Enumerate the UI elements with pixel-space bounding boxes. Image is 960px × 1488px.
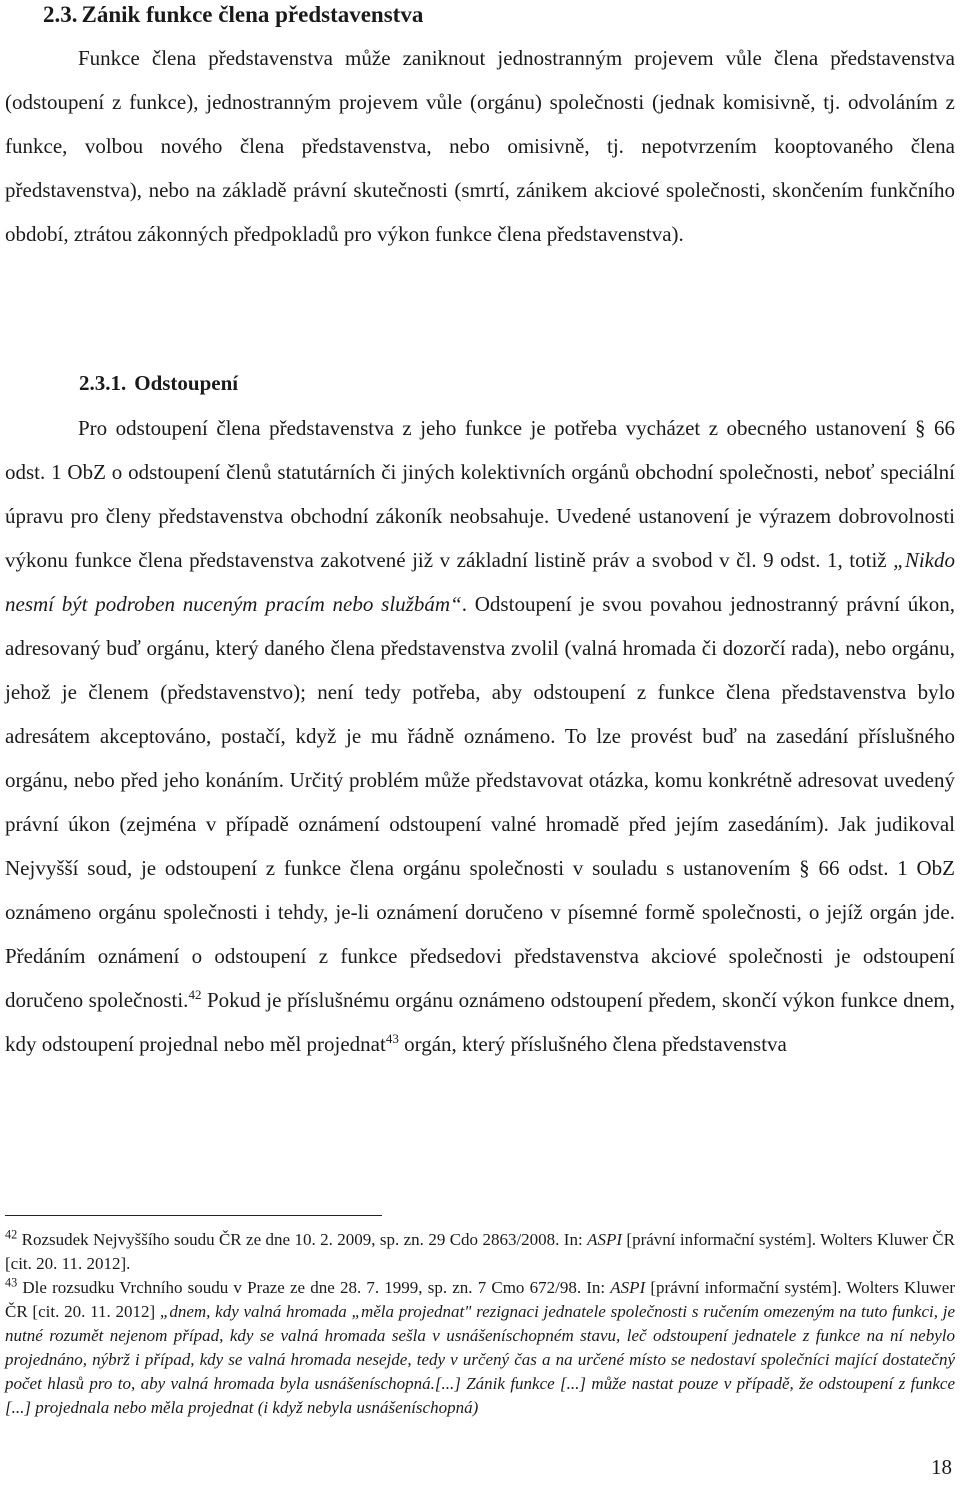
subsection-number: 2.3.1. bbox=[79, 371, 127, 395]
constitution-quote: „Nikdo nesmí být podroben nuceným pracím nebo službám“ bbox=[5, 548, 955, 616]
footnote-42 bbox=[5, 1228, 955, 1276]
footnote-text: [právní informační systém]. Wolters Kluwer ČR [cit. 20. 11. 2012] bbox=[5, 1278, 955, 1321]
resignation-text-3: Pokud je příslušnému orgánu oznámeno odstoupení předem, skončí výkon funkce dnem, kdy odstoupení projednal nebo měl projednat bbox=[5, 988, 956, 1056]
intro-paragraph bbox=[5, 36, 955, 256]
footnote-quote: „dnem, kdy valná hromada „měla projednat" rezignaci jednatele společnosti s ručením omezeným na tuto funkci, je nutné rozumět nejenom případ, kdy se valná hromada sešla v usnášeníschopném stavu, leč odstoupení jednatele z funkce na ní nebylo projednáno, nýbrž i případ, kdy se valná hromada nesejde, tedy v určený čas a na určené místo se nedostaví společníci mající dostatečný počet hlasů pro to, aby valná hromada byla usnášeníschopná.[...] Zánik funkce [...] může nastat pouze v případě, že odstoupení z funkce [...] projednala nebo měla projednat (i když nebyla usnášeníschopná) bbox=[5, 1302, 955, 1417]
footnote-text: Dle rozsudku Vrchního soudu v Praze ze dne 28. 7. 1999, sp. zn. 7 Cmo 672/98. In: bbox=[17, 1278, 611, 1297]
footnote-mark: 43 bbox=[5, 1275, 18, 1290]
resignation-text-2: . Odstoupení je svou povahou jednostranný právní úkon, adresovaný buď orgánu, který daného člena představenstva zvolil (valná hromada či dozorčí rada), nebo orgánu, jehož je členem (představenstvo); není tedy potřeba, aby odstoupení z funkce člena představenstva bylo adresátem akceptováno, postačí, když je mu řádně oznámeno. To lze provést buď na zasedání příslušného orgánu, nebo před jeho konáním. Určitý problém může představovat otázka, komu konkrétně adresovat uvedený právní úkon (zejména v případě oznámení odstoupení valné hromadě před jejím zasedáním). Jak judikoval Nejvyšší soud, je odstoupení z funkce člena orgánu společnosti v souladu s ustanovením § 66 odst. 1 ObZ oznámeno orgánu společnosti i tehdy, je-li oznámení doručeno v písemné formě společnosti, o jejíž orgán jde. Předáním oznámení o odstoupení z funkce předsedovi představenstva akciové společnosti je odstoupení doručeno společnosti. bbox=[5, 592, 955, 1012]
resignation-paragraph bbox=[5, 406, 955, 1066]
intro-paragraph-text: Funkce člena představenstva může zaniknout jednostranným projevem vůle člena představenstva (odstoupení z funkce), jednostranným projevem vůle (orgánu) společnosti (jednak komisivně, tj. odvoláním z funkce, volbou nového člena představenstva, nebo omisivně, tj. nepotvrzením kooptovaného člena představenstva), nebo na základě právní skutečnosti (smrtí, zánikem akciové společnosti, skončením funkčního období, ztrátou zákonných předpokladů pro výkon funkce člena představenstva). bbox=[5, 46, 955, 246]
section-heading bbox=[43, 0, 423, 30]
footnote-43 bbox=[5, 1276, 955, 1420]
subsection-heading bbox=[79, 366, 238, 400]
resignation-text-4: orgán, který příslušného člena představenstva bbox=[398, 1032, 787, 1056]
footnote-separator bbox=[5, 1215, 382, 1216]
footnote-ref-42[interactable]: 42 bbox=[188, 987, 202, 1002]
section-number: 2.3. bbox=[43, 2, 78, 27]
resignation-text-1: Pro odstoupení člena představenstva z jeho funkce je potřeba vycházet z obecného ustanovení § 66 odst. 1 ObZ o odstoupení členů statutárních či jiných kolektivních orgánů obchodní společnosti, neboť speciální úpravu pro členy představenstva obchodní zákoník neobsahuje. Uvedené ustanovení je výrazem dobrovolnosti výkonu funkce člena představenstva zakotvené již v základní listině práv a svobod v čl. 9 odst. 1, totiž bbox=[5, 416, 955, 572]
section-title: Zánik funkce člena představenstva bbox=[81, 2, 424, 27]
footnote-source: ASPI bbox=[587, 1230, 623, 1249]
footnote-text: Rozsudek Nejvyššího soudu ČR ze dne 10. 2. 2009, sp. zn. 29 Cdo 2863/2008. In: bbox=[17, 1230, 588, 1249]
page-number: 18 bbox=[931, 1455, 952, 1479]
footnote-source: ASPI bbox=[610, 1278, 646, 1297]
footnote-ref-43[interactable]: 43 bbox=[385, 1031, 399, 1046]
footnote-text: [právní informační systém]. Wolters Kluwer ČR [cit. 20. 11. 2012]. bbox=[5, 1230, 955, 1273]
subsection-title: Odstoupení bbox=[134, 371, 239, 395]
footnote-mark: 42 bbox=[5, 1227, 18, 1242]
